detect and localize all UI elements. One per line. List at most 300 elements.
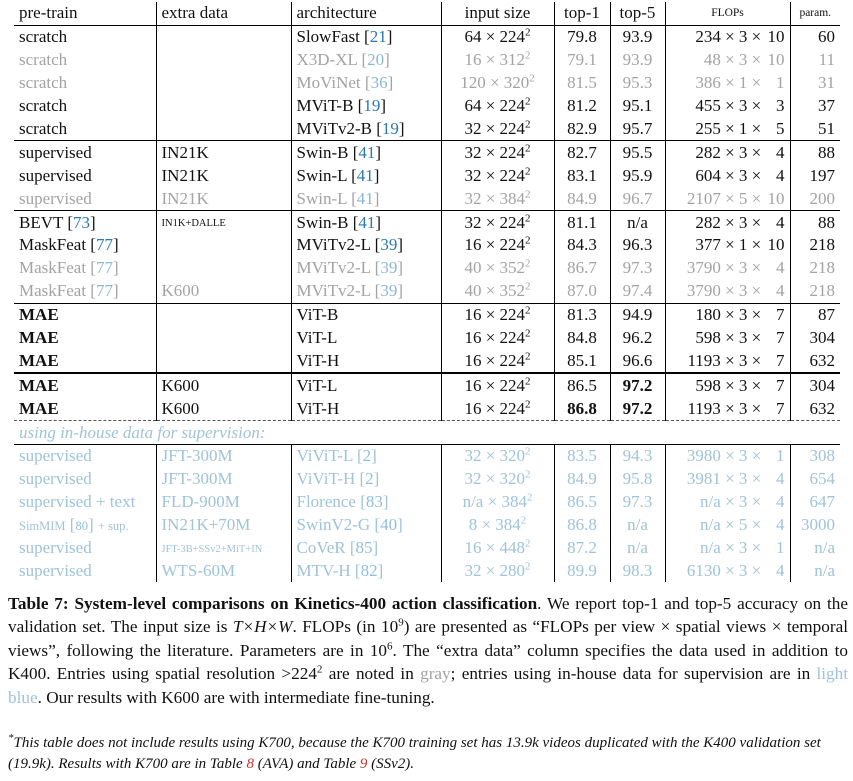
caption-text: . FLOPs (in 10 bbox=[292, 617, 399, 637]
flops-per-view: 3790 bbox=[686, 281, 721, 301]
cell-architecture: MViTv2-L [39] bbox=[291, 257, 441, 280]
caption-gray-word: gray bbox=[420, 664, 451, 684]
cell-top1: 83.1 bbox=[554, 164, 610, 187]
cell-param: 308 bbox=[809, 446, 835, 466]
inhouse-note: using in-house data for supervision: bbox=[14, 421, 840, 445]
cell-extra-data bbox=[156, 537, 291, 560]
footnote-text: This table does not include results using K700, because the K700 training set has 13.9k videos duplicated with the K400 validation set (19.9k). Results with K700 are in Table bbox=[8, 735, 821, 772]
cell-param: 218 bbox=[809, 281, 835, 301]
citation-link[interactable]: 19 bbox=[381, 118, 399, 138]
cell-pretrain: MaskFeat [77] bbox=[14, 234, 156, 257]
cell-architecture: MViTv2-L [39] bbox=[291, 234, 441, 257]
spatial-views: 3 bbox=[738, 305, 748, 325]
architecture-name: Swin-L bbox=[296, 165, 347, 185]
input-resolution: 352 bbox=[499, 258, 526, 278]
cell-extra-data bbox=[156, 72, 291, 95]
input-exponent: 2 bbox=[525, 327, 531, 340]
input-exponent: 2 bbox=[525, 560, 531, 573]
input-frames: 32 bbox=[464, 446, 482, 466]
cell-pretrain bbox=[14, 327, 156, 350]
temporal-views: 10 bbox=[767, 50, 785, 70]
pretrain-name: supervised bbox=[19, 142, 92, 162]
citation-link[interactable]: 80 bbox=[75, 518, 88, 533]
cell-flops: 3980 × 3 × 1 bbox=[665, 445, 790, 468]
extra-data: IN21K bbox=[161, 142, 209, 162]
cell-flops: 2107 × 5 × 10 bbox=[665, 187, 790, 210]
cell-top1: 84.9 bbox=[554, 187, 610, 210]
input-exponent: 2 bbox=[525, 398, 531, 411]
flops-per-view: 604 bbox=[695, 165, 721, 185]
cell-flops: 386 × 1 × 1 bbox=[665, 72, 790, 95]
cell-param: n/a bbox=[814, 561, 835, 581]
cell-input-size: $32 \times 384^2$ bbox=[441, 187, 554, 210]
caption-text: are noted in bbox=[322, 664, 421, 684]
header-row bbox=[14, 2, 840, 25]
cell-input-size: $16 \times 224^2$ bbox=[441, 234, 554, 257]
architecture-name: MViTv2-L bbox=[296, 235, 371, 255]
cell-architecture bbox=[291, 327, 441, 350]
flops-per-view: 455 bbox=[695, 96, 721, 115]
extra-data: K600 bbox=[161, 281, 200, 301]
footnote-star: * bbox=[8, 732, 14, 744]
cell-top5: 95.9 bbox=[610, 164, 665, 187]
table-row bbox=[14, 234, 840, 257]
pretrain-name: MAE bbox=[19, 375, 59, 395]
cell-extra-data bbox=[156, 117, 291, 140]
cell-architecture: Swin-L [41] bbox=[291, 187, 441, 210]
cell-top1: 81.3 bbox=[554, 303, 610, 326]
caption-text: . The “extra data” column specifies the data used in addition to K400. Entries using spatial resolution >224 bbox=[8, 640, 848, 684]
citation-link[interactable]: 41 bbox=[356, 188, 374, 208]
cell-extra-data bbox=[156, 187, 291, 210]
footnote-text: (SSv2). bbox=[367, 756, 415, 772]
input-resolution: 384 bbox=[499, 188, 526, 208]
citation-link[interactable]: 73 bbox=[73, 212, 90, 232]
cell-top5: 93.9 bbox=[610, 25, 665, 48]
cell-flops: 377 × 1 × 10 bbox=[665, 234, 790, 257]
cell-architecture: Swin-L [41] bbox=[291, 164, 441, 187]
citation-link[interactable]: 77 bbox=[95, 235, 113, 255]
cell-architecture: Swin-B [41] bbox=[291, 211, 441, 235]
caption-input-formula: T×H×W bbox=[232, 617, 293, 637]
citation-link[interactable]: 41 bbox=[358, 212, 376, 232]
cell-param: 87 bbox=[790, 303, 840, 326]
cell-input-size: $16 \times 224^2$ bbox=[441, 373, 554, 397]
cell-extra-data bbox=[156, 164, 291, 187]
citation-link[interactable]: 39 bbox=[380, 235, 398, 255]
caption-label: Table 7: bbox=[8, 594, 69, 613]
citation-link[interactable]: 85 bbox=[355, 538, 373, 558]
pretrain-name: supervised bbox=[19, 446, 92, 466]
cell-architecture: MViT-B [19] bbox=[291, 95, 441, 118]
architecture-name: ViT-H bbox=[296, 350, 340, 370]
cell-top1: 84.8 bbox=[554, 327, 610, 350]
temporal-views: 4 bbox=[776, 469, 785, 489]
input-frames: 16 bbox=[464, 305, 482, 325]
cell-flops: 282 × 3 × 4 bbox=[665, 211, 790, 235]
table-ref-link[interactable]: 8 bbox=[246, 756, 254, 772]
caption-text: . We report top-1 and top-5 accuracy on the validation set. The input size is bbox=[8, 594, 848, 637]
architecture-name: ViT-B bbox=[296, 305, 339, 325]
input-frames: 32 bbox=[464, 212, 482, 232]
input-frames: 64 bbox=[464, 96, 482, 115]
flops-per-view: 377 bbox=[695, 235, 721, 255]
cell-architecture: ViViT-L [2] bbox=[291, 445, 441, 468]
temporal-views: 10 bbox=[767, 188, 785, 208]
cell-architecture: ViViT-H [2] bbox=[291, 468, 441, 491]
inhouse-note-row bbox=[14, 421, 840, 445]
spatial-views: 3 bbox=[738, 328, 748, 348]
cell-top1: 83.5 bbox=[554, 445, 610, 468]
spatial-views: 3 bbox=[738, 446, 748, 466]
temporal-views: 10 bbox=[767, 27, 785, 47]
table-body bbox=[14, 25, 840, 582]
cell-top1: 87.0 bbox=[554, 280, 610, 303]
table-row bbox=[14, 95, 840, 118]
input-frames: 16 bbox=[464, 375, 482, 395]
pretrain-name: MaskFeat bbox=[19, 281, 87, 301]
flops-per-view: 3981 bbox=[686, 469, 721, 489]
pretrain-name: scratch bbox=[19, 73, 68, 93]
temporal-views: 1 bbox=[776, 538, 785, 558]
architecture-name: MViTv2-B bbox=[296, 118, 372, 138]
temporal-views: 7 bbox=[776, 375, 785, 395]
cell-pretrain bbox=[14, 25, 156, 48]
table-row bbox=[14, 164, 840, 187]
caption-text: ; entries using in-house data for supervision are in bbox=[450, 664, 817, 684]
cell-top1: 81.2 bbox=[554, 95, 610, 118]
caption-exponent: 9 bbox=[398, 616, 404, 629]
table-row bbox=[14, 25, 840, 48]
header-architecture: architecture bbox=[291, 2, 441, 25]
input-resolution: 224 bbox=[499, 27, 526, 47]
cell-extra-data bbox=[156, 397, 291, 420]
cell-flops: n/a × 3 × 4 bbox=[665, 491, 790, 514]
cell-pretrain bbox=[14, 373, 156, 397]
input-frames: 64 bbox=[464, 27, 482, 47]
spatial-views: 3 bbox=[738, 142, 748, 162]
flops-per-view: 48 bbox=[703, 50, 721, 70]
cell-top1: 89.9 bbox=[554, 560, 610, 583]
flops-per-view: 282 bbox=[695, 212, 721, 232]
footnote-text: (AVA) and Table bbox=[253, 756, 360, 772]
cell-architecture: MViTv2-L [39] bbox=[291, 280, 441, 303]
cell-top1: 82.7 bbox=[554, 141, 610, 164]
architecture-name: MoViNet bbox=[296, 73, 361, 93]
cell-param: 647 bbox=[809, 492, 835, 512]
architecture-name: X3D-XL bbox=[296, 50, 358, 70]
cell-architecture: CoVeR [85] bbox=[291, 537, 441, 560]
cell-extra-data bbox=[156, 303, 291, 326]
cell-top5: 96.6 bbox=[610, 349, 665, 373]
citation-link[interactable]: 82 bbox=[360, 561, 378, 581]
cell-pretrain: BEVT [73] bbox=[14, 211, 156, 235]
pretrain-name: MAE bbox=[19, 328, 59, 348]
flops-per-view: 234 bbox=[695, 27, 721, 47]
architecture-name: ViT-H bbox=[296, 398, 340, 418]
input-frames: 16 bbox=[464, 538, 482, 558]
spatial-views: 1 bbox=[738, 118, 748, 138]
pretrain-name: SimMIM bbox=[19, 518, 66, 533]
caption-blue-word: light blue bbox=[8, 664, 848, 707]
cell-top1: 79.1 bbox=[554, 49, 610, 72]
input-resolution: 320 bbox=[503, 73, 530, 93]
cell-top5: 93.9 bbox=[610, 49, 665, 72]
input-frames: n/a bbox=[462, 492, 484, 512]
citation-link[interactable]: 39 bbox=[380, 258, 398, 278]
cell-input-size: $32 \times 224^2$ bbox=[441, 117, 554, 140]
cell-extra-data bbox=[156, 327, 291, 350]
spatial-views: 5 bbox=[738, 188, 748, 208]
architecture-name: MViT-B bbox=[296, 96, 354, 115]
spatial-views: 3 bbox=[738, 469, 748, 489]
spatial-views: 3 bbox=[738, 165, 748, 185]
cell-top1: 86.5 bbox=[554, 491, 610, 514]
input-resolution: 224 bbox=[499, 142, 526, 162]
table-ref-link[interactable]: 9 bbox=[359, 756, 368, 772]
table-row bbox=[14, 303, 840, 326]
input-frames: 120 bbox=[460, 73, 486, 93]
cell-architecture: MTV-H [82] bbox=[291, 560, 441, 583]
cell-top1: 81.5 bbox=[554, 72, 610, 95]
cell-architecture bbox=[291, 373, 441, 397]
cell-input-size: $32 \times 224^2$ bbox=[441, 211, 554, 235]
cell-extra-data bbox=[156, 49, 291, 72]
input-exponent: 2 bbox=[525, 468, 531, 481]
table-row bbox=[14, 141, 840, 164]
cell-pretrain bbox=[14, 117, 156, 140]
spatial-views: 3 bbox=[738, 96, 748, 115]
flops-per-view: 386 bbox=[695, 73, 721, 93]
architecture-name: Swin-B bbox=[296, 142, 349, 162]
architecture-name: Swin-B bbox=[296, 212, 349, 232]
input-frames: 16 bbox=[464, 398, 482, 418]
input-exponent: 2 bbox=[525, 165, 531, 178]
cell-pretrain bbox=[14, 537, 156, 560]
flops-per-view: 1193 bbox=[687, 350, 721, 370]
cell-architecture: X3D-XL [20] bbox=[291, 49, 441, 72]
input-frames: 32 bbox=[464, 142, 482, 162]
pretrain-name: scratch bbox=[19, 96, 68, 115]
temporal-views: 1 bbox=[776, 446, 785, 466]
cell-flops: 180 × 3 × 7 bbox=[665, 303, 790, 326]
cell-top5: 95.1 bbox=[610, 95, 665, 118]
architecture-name: ViT-L bbox=[296, 328, 338, 348]
cell-param: 218 bbox=[809, 258, 835, 278]
spatial-views: 3 bbox=[738, 212, 748, 232]
cell-top5: n/a bbox=[610, 537, 665, 560]
extra-data: IN21K bbox=[161, 188, 209, 208]
table-row bbox=[14, 257, 840, 280]
cell-input-size: $16 \times 448^2$ bbox=[441, 537, 554, 560]
cell-param: 197 bbox=[809, 165, 835, 185]
input-resolution: 384 bbox=[501, 492, 527, 512]
cell-param: n/a bbox=[814, 538, 835, 558]
cell-flops: 598 × 3 × 7 bbox=[665, 373, 790, 397]
cell-pretrain bbox=[14, 303, 156, 326]
temporal-views: 4 bbox=[776, 515, 785, 535]
cell-pretrain bbox=[14, 72, 156, 95]
cell-input-size: $32 \times 320^2$ bbox=[441, 445, 554, 468]
input-resolution: 224 bbox=[499, 165, 526, 185]
input-resolution: 224 bbox=[499, 235, 526, 255]
architecture-name: ViViT-L bbox=[296, 446, 353, 466]
spatial-views: 1 bbox=[738, 235, 748, 255]
pretrain-name: scratch bbox=[19, 118, 68, 138]
citation-link[interactable]: 41 bbox=[358, 142, 376, 162]
cell-top1: 85.1 bbox=[554, 349, 610, 373]
cell-extra-data bbox=[156, 234, 291, 257]
input-resolution: 224 bbox=[499, 118, 526, 138]
table-row bbox=[14, 117, 840, 140]
cell-architecture: MoViNet [36] bbox=[291, 72, 441, 95]
table-row bbox=[14, 373, 840, 397]
cell-architecture bbox=[291, 303, 441, 326]
input-resolution: 384 bbox=[495, 515, 521, 535]
flops-per-view: n/a bbox=[700, 492, 721, 512]
cell-extra-data bbox=[156, 468, 291, 491]
input-exponent: 2 bbox=[526, 491, 533, 504]
architecture-name: ViViT-H bbox=[296, 469, 356, 489]
table-row bbox=[14, 49, 840, 72]
footnote bbox=[8, 733, 848, 775]
citation-link[interactable]: 77 bbox=[95, 281, 113, 301]
extra-data: IN1K+DALLE bbox=[161, 218, 226, 230]
cell-extra-data bbox=[156, 349, 291, 373]
cell-architecture: MViTv2-B [19] bbox=[291, 117, 441, 140]
architecture-name: MViTv2-L bbox=[296, 281, 371, 301]
citation-link[interactable]: 20 bbox=[367, 50, 385, 70]
input-resolution: 224 bbox=[499, 375, 526, 395]
cell-flops: 6130 × 3 × 4 bbox=[665, 560, 790, 583]
citation-link[interactable]: 40 bbox=[380, 515, 398, 535]
cell-top1: 81.1 bbox=[554, 211, 610, 235]
temporal-views: 4 bbox=[776, 258, 785, 278]
temporal-views: 1 bbox=[776, 73, 785, 93]
input-resolution: 224 bbox=[499, 350, 526, 370]
cell-param: 654 bbox=[809, 469, 835, 489]
table-row bbox=[14, 560, 840, 583]
citation-link[interactable]: 19 bbox=[363, 96, 381, 115]
architecture-name: Florence bbox=[296, 492, 356, 512]
spatial-views: 3 bbox=[738, 350, 748, 370]
cell-flops: 3981 × 3 × 4 bbox=[665, 468, 790, 491]
pretrain-name: MAE bbox=[19, 350, 59, 370]
cell-param: 200 bbox=[809, 188, 835, 208]
citation-link[interactable]: 2 bbox=[365, 469, 374, 489]
input-resolution: 352 bbox=[499, 281, 526, 301]
input-resolution: 312 bbox=[499, 50, 526, 70]
input-resolution: 224 bbox=[499, 212, 526, 232]
cell-top5: n/a bbox=[610, 514, 665, 537]
cell-flops: n/a × 3 × 1 bbox=[665, 537, 790, 560]
input-resolution: 320 bbox=[499, 446, 526, 466]
cell-extra-data bbox=[156, 373, 291, 397]
cell-pretrain bbox=[14, 187, 156, 210]
cell-input-size: $32 \times 224^2$ bbox=[441, 141, 554, 164]
pretrain-name: supervised bbox=[19, 538, 92, 558]
cell-extra-data bbox=[156, 280, 291, 303]
spatial-views: 3 bbox=[738, 538, 748, 558]
spatial-views: 3 bbox=[738, 398, 748, 418]
cell-architecture: SlowFast [21] bbox=[291, 25, 441, 48]
cell-architecture: SwinV2-G [40] bbox=[291, 514, 441, 537]
extra-data: IN21K bbox=[161, 165, 209, 185]
citation-link[interactable]: 2 bbox=[362, 446, 372, 466]
cell-input-size: $16 \times 224^2$ bbox=[441, 303, 554, 326]
input-resolution: 320 bbox=[499, 469, 526, 489]
cell-flops: 1193 × 3 × 7 bbox=[665, 349, 790, 373]
spatial-views: 3 bbox=[738, 27, 748, 47]
extra-data: JFT-3B+SSv2+MiT+IN bbox=[161, 543, 263, 555]
cell-top5: 95.3 bbox=[610, 72, 665, 95]
flops-per-view: 180 bbox=[695, 305, 721, 325]
cell-pretrain: MaskFeat [77] bbox=[14, 257, 156, 280]
cell-top5: n/a bbox=[610, 211, 665, 235]
spatial-views: 3 bbox=[738, 50, 748, 70]
table-row bbox=[14, 445, 840, 468]
caption-text: . Our results with K600 are with intermediate fine-tuning. bbox=[37, 687, 435, 707]
table-caption bbox=[8, 592, 848, 709]
cell-top5: 97.4 bbox=[610, 280, 665, 303]
cell-top1: 86.5 bbox=[554, 373, 610, 397]
input-frames: 16 bbox=[464, 350, 482, 370]
table-row bbox=[14, 187, 840, 210]
temporal-views: 4 bbox=[776, 492, 785, 512]
cell-param: 88 bbox=[790, 211, 840, 235]
pretrain-name: supervised + text bbox=[19, 492, 136, 512]
citation-link[interactable]: 36 bbox=[370, 73, 388, 93]
citation-link[interactable]: 83 bbox=[365, 492, 383, 512]
temporal-views: 4 bbox=[776, 561, 785, 581]
flops-per-view: 3790 bbox=[686, 258, 721, 278]
input-exponent: 2 bbox=[525, 187, 531, 200]
caption-exponent: 6 bbox=[387, 640, 393, 653]
cell-extra-data bbox=[156, 25, 291, 48]
pretrain-name: BEVT bbox=[19, 212, 64, 232]
citation-link[interactable]: 41 bbox=[356, 165, 374, 185]
cell-extra-data bbox=[156, 560, 291, 583]
cell-pretrain bbox=[14, 141, 156, 164]
cell-flops: 598 × 3 × 7 bbox=[665, 327, 790, 350]
pretrain-name: scratch bbox=[19, 27, 68, 47]
cell-extra-data bbox=[156, 491, 291, 514]
cell-top5: 96.2 bbox=[610, 327, 665, 350]
cell-top5: 96.3 bbox=[610, 234, 665, 257]
cell-param: 11 bbox=[818, 50, 835, 70]
cell-param: 304 bbox=[809, 328, 835, 348]
citation-link[interactable]: 77 bbox=[95, 258, 113, 278]
cell-param: 304 bbox=[790, 373, 840, 397]
citation-link[interactable]: 21 bbox=[369, 27, 387, 47]
table-row bbox=[14, 280, 840, 303]
header-param: param. bbox=[790, 2, 840, 25]
header-pretrain: pre-train bbox=[14, 2, 156, 25]
pretrain-name: MaskFeat bbox=[19, 235, 87, 255]
table-row bbox=[14, 327, 840, 350]
extra-data: K600 bbox=[161, 398, 200, 418]
cell-pretrain: MaskFeat [77] bbox=[14, 280, 156, 303]
cell-extra-data bbox=[156, 514, 291, 537]
results-table bbox=[14, 2, 840, 582]
flops-per-view: n/a bbox=[700, 538, 721, 558]
cell-pretrain bbox=[14, 468, 156, 491]
citation-link[interactable]: 39 bbox=[380, 281, 398, 301]
cell-flops: 455 × 3 × 3 bbox=[665, 95, 790, 118]
cell-top1: 87.2 bbox=[554, 537, 610, 560]
cell-top1: 84.9 bbox=[554, 468, 610, 491]
input-resolution: 224 bbox=[499, 96, 526, 115]
